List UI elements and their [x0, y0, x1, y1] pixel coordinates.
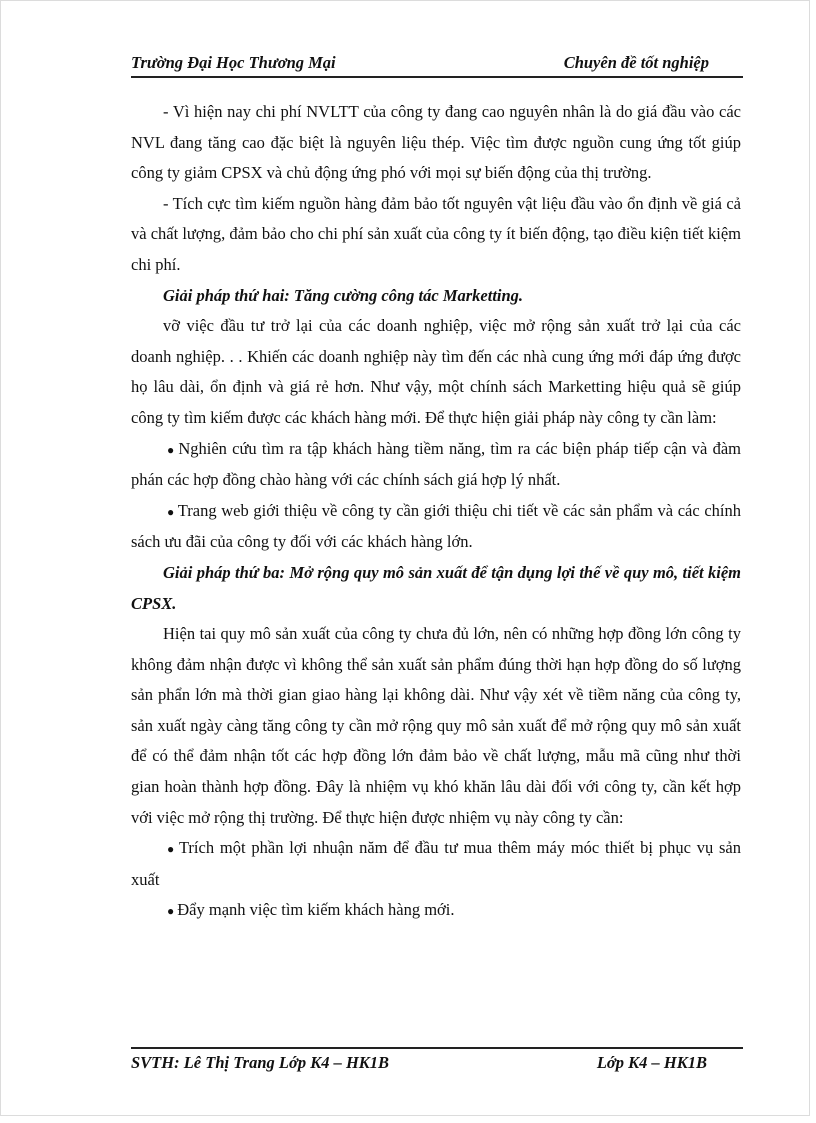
bullet-item [131, 496, 741, 558]
bullet-text: Nghiên cứu tìm ra tập khách hàng tiềm năng, tìm ra các biện pháp tiếp cận và đàm phán các hợp đồng chào hàng với các chính sách giá hợp lý nhất. [131, 438, 741, 490]
section-heading: Giải pháp thứ ba: Mở rộng quy mô sản xuất để tận dụng lợi thế về quy mô, tiết kiệm CPSX. [131, 562, 741, 613]
header-school-name: Trường Đại Học Thương Mại [131, 53, 336, 72]
bullet-item [131, 434, 741, 496]
bullet-icon: ● [167, 442, 176, 457]
paragraph: Hiện tai quy mô sản xuất của công ty chưa đủ lớn, nên có những hợp đồng lớn công ty không đảm nhận được vì không thể sản xuất sản phẩm đúng thời hạn hợp đồng do số lượng sản phẩn lớn mà thời gian giao hàng lại không dài. Như vậy xét về tiềm năng của công ty, sản xuất ngày càng tăng công ty cần mở rộng quy mô sản xuất để mở rộng quy mô sản xuất để có thể đảm nhận tốt các hợp đồng lớn đảm bảo về chất lượng, mẫu mã cũng như thời gian hoàn thành hợp đồng. Đây là nhiệm vụ khó khăn lâu dài đối với công ty, cần kết hợp với việc mở rộng thị trường. Để thực hiện được nhiệm vụ này công ty cần: [131, 624, 741, 827]
bullet-text: Trích một phần lợi nhuận năm để đầu tư mua thêm máy móc thiết bị phục vụ sản xuất [131, 838, 742, 889]
page-footer [131, 1047, 743, 1079]
bullet-icon: ● [167, 904, 175, 919]
paragraph: - Vì hiện nay chi phí NVLTT của công ty đang cao nguyên nhân là do giá đầu vào các NVL đang tăng cao đặc biệt là nguyên liệu thép. Việc tìm được nguồn cung ứng tốt giúp công ty giảm CPSX và chủ động ứng phó với mọi sự biến động của thị trường. [131, 102, 741, 183]
page-header [131, 48, 743, 78]
bullet-text: Đẩy mạnh việc tìm kiếm khách hàng mới. [177, 900, 455, 920]
footer-class: Lớp K4 – HK1B [596, 1053, 707, 1072]
bullet-icon: ● [167, 504, 175, 519]
bullet-item [131, 895, 741, 927]
section-heading: Giải pháp thứ hai: Tăng cường công tác Marketting. [163, 285, 524, 305]
header-thesis-title: Chuyên đề tốt nghiệp [563, 53, 709, 72]
paragraph: vỡ việc đầu tư trở lại của các doanh nghiệp, việc mở rộng sản xuất trở lại của các doanh nghiệp. . . Khiến các doanh nghiệp này tìm đến các nhà cung ứng mới đáp ứng được họ lâu dài, ổn định và giá rẻ hơn. Như vậy, một chính sách Marketting hiệu quả sẽ giúp công ty tìm kiếm được các khách hàng mới. Để thực hiện giải pháp này công ty cần làm: [131, 316, 741, 427]
paragraph: - Tích cực tìm kiếm nguồn hàng đảm bảo tốt nguyên vật liệu đầu vào ổn định về giá cả và chất lượng, đảm bảo cho chi phí sản xuất của công ty ít biến động, tạo điều kiện tiết kiệm chi phí. [131, 193, 741, 274]
footer-student-info: SVTH: Lê Thị Trang Lớp K4 – HK1B [131, 1053, 390, 1072]
page-body [131, 97, 741, 927]
bullet-item [131, 833, 741, 895]
bullet-icon: ● [167, 842, 176, 857]
bullet-text: Trang web giới thiệu về công ty cần giới thiệu chi tiết về các sản phẩm và các chính sách ưu đãi của công ty đối với các khách hàng lớn. [131, 500, 742, 552]
